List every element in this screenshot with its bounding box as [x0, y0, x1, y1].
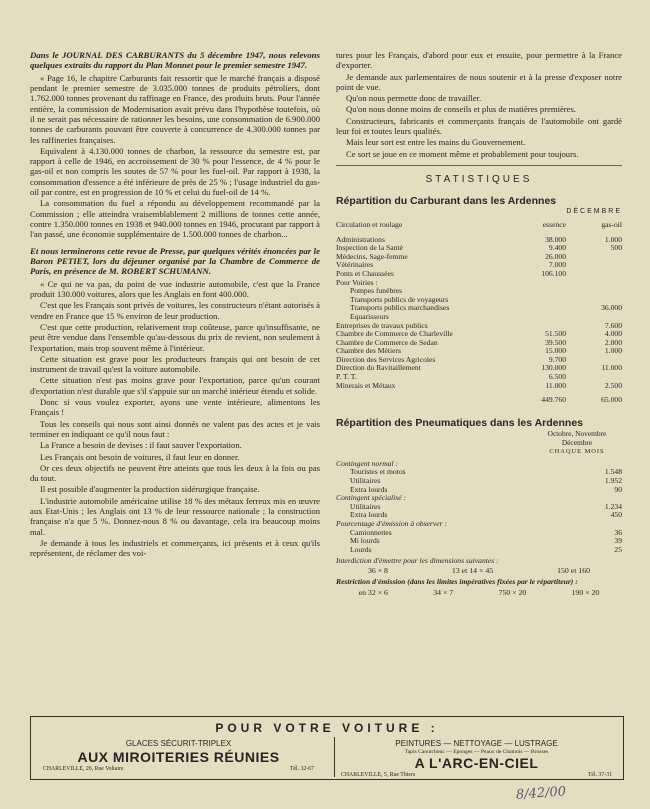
body-paragraph: Constructeurs, fabricants et commerçants français de l'automobile ont gardé leur foi et toutes leurs qualités. — [336, 115, 622, 137]
fuel-row-gasoil — [566, 287, 622, 296]
tyres-row — [336, 537, 622, 546]
fuel-row-label: Vétérinaires — [336, 261, 374, 270]
body-paragraph: Ce sort se joue en ce moment même et probablement pour toujours. — [346, 148, 579, 159]
restriction-dim: 190 × 20 — [571, 588, 600, 598]
fuel-row-essence: 51.500 — [545, 329, 566, 339]
restriction-dim: 34 × 7 — [433, 588, 454, 598]
restriction-label: Restriction d'émission (dans les limites impératives fixées par le répartiteur) : — [336, 577, 578, 587]
body-paragraph: La France a besoin de devises : il faut sauver l'exportation. — [40, 440, 242, 451]
fuel-row-label: Pompes funèbres — [350, 287, 403, 296]
ad-left-address: CHARLEVILLE, 26, Rue Voltaire — [43, 766, 124, 772]
fuel-row-essence: 6.500 — [548, 372, 566, 382]
tyres-row-value: 36 — [614, 527, 622, 537]
interdiction-dim: 13 et 14 × 45 — [451, 566, 494, 576]
intro-paragraph-2: Et nous terminerons cette revue de Presse, par quelques vérités énoncées par le Baron PETIET, lors du déjeuner organisé par la Chambre de Commerce de Paris, en présence de M. ROBERT SCHUMANN. — [30, 245, 320, 277]
tyres-row — [336, 477, 622, 486]
fuel-row-label: Transports publics marchandises — [350, 304, 450, 313]
fuel-row-essence — [514, 287, 566, 296]
tyres-normal-rows — [336, 468, 622, 494]
body-paragraph: « Ce qui ne va pas, du point de vue industrie automobile, c'est que la France produit 130.000 voitures, alors que les Anglais en font 400.000. — [30, 278, 320, 300]
ad-left-phone: Tél. 32-67 — [289, 766, 314, 772]
tyres-normal-title: Contingent normal : — [336, 458, 399, 468]
fuel-row-essence: 9.700 — [548, 354, 566, 364]
fuel-table-row — [336, 373, 622, 382]
fuel-row-essence: 11.000 — [545, 380, 566, 390]
fuel-row-essence: 26.000 — [545, 251, 566, 261]
ad-right-phone: Tél. 37-31 — [587, 772, 612, 778]
fuel-table-row — [336, 261, 622, 270]
tyres-row-label: Lourds — [350, 545, 372, 554]
tyres-col-months: Octobre, Novembre Décembre — [547, 428, 607, 447]
tyres-special-rows — [336, 503, 622, 520]
statistics-heading: STATISTIQUES — [425, 173, 533, 185]
body-paragraph: Mais leur sort est entre les mains du Gouvernement. — [346, 137, 526, 148]
fuel-row-gasoil: 1.000 — [604, 234, 622, 244]
body-paragraph: Cette situation n'est pas moins grave pour l'exportation, parce qu'un courant d'exportation n'est durable que s'il s'appuie sur un marché intérieur étendu et solide. — [30, 375, 320, 396]
fuel-row-label: Inspection de la Santé — [336, 244, 403, 253]
ad-right-subtitle: PEINTURES — NETTOYAGE — LUSTRAGE — [395, 739, 558, 748]
fuel-total-gasoil: 65.000 — [601, 395, 622, 405]
body-paragraph: « Page 16, le chapitre Carburants fait ressortir que le marché français a disposé pendant le premier semestre de 3.035.000 tonnes de produits pétroliers, dont 1.762.000 tonnes provenant du raffinage en France, des produits bruts. Pour l'année entière, la commission de Modernisation avait prévu dans l'hypothèse toutefois, où il ne serait pas nécessaire de rationner les besoins, une consommation de 6.900.000 tonnes de carburants pouvant être couverte à concurrence de 4.300.000 tonnes par les raffineries françaises. — [30, 72, 320, 145]
tyres-col-unit: CHAQUE MOIS — [549, 447, 605, 455]
fuel-table-title: Répartition du Carburant dans les Ardennes — [336, 194, 557, 207]
tyres-table-title: Répartition des Pneumatiques dans les Ardennes — [336, 416, 584, 429]
body-paragraph: Il est possible d'augmenter la production sidérurgique française. — [40, 484, 260, 495]
fuel-row-gasoil: 11.000 — [601, 363, 622, 373]
interdiction-dim: 150 et 160 — [557, 566, 591, 576]
fuel-table-row — [336, 253, 622, 262]
fuel-row-label: P. T. T. — [336, 373, 357, 382]
fuel-row-gasoil: 36.000 — [601, 303, 622, 313]
fuel-table-row — [336, 236, 622, 245]
tyres-row-label: Camionnettes — [350, 528, 392, 537]
fuel-table-row — [336, 304, 622, 313]
fuel-col-essence: essence — [542, 219, 566, 229]
advertisement-right — [334, 737, 618, 777]
ad-left-name: AUX MIROITERIES RÉUNIES — [77, 749, 280, 765]
body-paragraph: Tous les conseils qui nous sont ainsi donnés ne valent pas des actes et je vais terminer en indiquant ce qu'il nous faut : — [30, 418, 320, 439]
fuel-row-essence: 9.400 — [548, 243, 566, 253]
body-paragraph: Qu'on nous permette donc de travailler. — [346, 93, 482, 104]
restriction-dims — [336, 586, 622, 597]
fuel-table-row — [336, 339, 622, 348]
fuel-table-row — [336, 270, 622, 279]
fuel-table-month: DÉCEMBRE — [566, 207, 622, 215]
tyres-special-title: Contingent spécialisé : — [336, 493, 407, 503]
fuel-row-gasoil: 500 — [610, 243, 622, 253]
fuel-row-essence: 38.000 — [545, 234, 566, 244]
body-paragraph: Donc si vous voulez exporter, ayons une vente intérieure, alimentons les Français ! — [30, 397, 320, 418]
interdiction-label: Interdiction d'émettre pour les dimensions suivantes : — [336, 556, 499, 566]
fuel-row-essence: 130.000 — [541, 363, 566, 373]
fuel-row-label: Transports publics de voyageurs — [350, 295, 449, 304]
body-paragraph: Je demande à tous les industriels et commerçants, ici présents et à ceux qu'ils représentent, de réclamer des voi- — [30, 537, 320, 559]
body-paragraph: Je demande aux parlementaires de nous soutenir et à la presse d'exposer notre point de vue. — [336, 71, 622, 92]
fuel-row-label: Equarisseurs — [350, 312, 389, 321]
fuel-row-label: Chambre de Commerce de Charleville — [336, 330, 453, 339]
tyres-row — [336, 503, 622, 512]
fuel-row-gasoil: 7.600 — [604, 320, 622, 330]
fuel-row-essence: 39.500 — [545, 337, 566, 347]
restriction-dim: en 32 × 6 — [358, 588, 388, 598]
advertisement-title: POUR VOTRE VOITURE : — [215, 721, 439, 735]
fuel-row-gasoil — [566, 270, 622, 279]
fuel-row-essence: 106.100 — [541, 268, 566, 278]
tyres-row-label: Utilitaires — [350, 477, 381, 486]
fuel-table-row — [336, 330, 622, 339]
body-paragraph: Equivalent à 4.130.000 tonnes de charbon, la ressource du semestre est, par rapport à celle de 1946, en accroissement de 30 % pour l'essence, de 4 % pour le gas-oil et non compris les soutes de 57 % pour les fuel-oil. Par rapport à 1938, la consommation d'essence a été inférieure de près de 25 % ; l'usage industriel du gas-oil par contre, est en progression de 10 % et celui du fuel-oil de 14 %. — [30, 145, 320, 198]
fuel-col-label: Circulation et roulage — [336, 220, 403, 229]
fuel-row-essence — [514, 279, 566, 288]
interdiction-dims — [336, 565, 622, 577]
fuel-table-total — [336, 390, 622, 405]
ad-left-subtitle: GLACES SÉCURIT-TRIPLEX — [125, 739, 232, 748]
fuel-row-label: Minerais et Métaux — [336, 381, 396, 390]
fuel-row-label: Direction des Services Agricoles — [336, 355, 436, 364]
tyres-row-label: Touristes et motos — [350, 468, 406, 477]
fuel-table-row — [336, 313, 622, 322]
handwritten-note: 8/42/00 — [515, 784, 567, 803]
restriction-dim: 750 × 20 — [498, 588, 527, 598]
fuel-table-header — [336, 221, 622, 236]
fuel-table-row — [336, 364, 622, 373]
interdiction-dim: 36 × 8 — [367, 566, 388, 576]
fuel-table-body — [336, 236, 622, 391]
fuel-row-gasoil: 4.000 — [604, 329, 622, 339]
right-column — [336, 50, 622, 597]
fuel-table-row — [336, 287, 622, 296]
fuel-table-row — [336, 244, 622, 253]
body-paragraph: L'industrie automobile américaine utilise 18 % des métaux ferreux mis en œuvre aux Etat-Unis ; les Anglais ont 13 % de leur ressource nationale ; la construction française n'a que 5 %. Donnez-nous 8 % ou davantage, cela ira beaucoup moins mal. — [30, 495, 320, 537]
ad-right-contact — [335, 772, 618, 778]
ad-right-address: CHARLEVILLE, 5, Rue Thiers — [341, 772, 416, 778]
body-paragraph: C'est que cette production, relativement trop coûteuse, parce qu'insuffisante, ne peut être vendue dans l'ensemble qu'au-dessous du prix de revient, non seulement à l'exportation, mais trop souvent même à l'intérieur. — [30, 321, 320, 353]
fuel-row-essence — [514, 304, 566, 313]
section-divider — [336, 165, 622, 166]
fuel-row-essence: 15.000 — [545, 346, 566, 356]
body-paragraph: C'est que les Français sont privés de voitures, les constructeurs n'étant autorisés à vendre en France que 15 % environ de leur production. — [30, 300, 320, 321]
fuel-row-label: Administrations — [336, 235, 385, 244]
body-paragraph: Qu'on nous donne moins de conseils et plus de matières premières. — [346, 104, 576, 115]
fuel-row-gasoil: 1.000 — [604, 346, 622, 356]
fuel-row-label: Direction du Ravitaillement — [336, 364, 421, 373]
tyres-row-label: Utilitaires — [350, 502, 381, 511]
tyres-emission-title: Pourcentage d'émission à observer : — [336, 519, 448, 528]
fuel-row-gasoil — [566, 279, 622, 288]
fuel-row-label: Ponts et Chaussées — [336, 269, 394, 278]
fuel-row-gasoil — [566, 261, 622, 270]
fuel-row-gasoil — [566, 253, 622, 262]
fuel-table-row — [336, 322, 622, 331]
tyres-row — [336, 529, 622, 538]
body-paragraph: Cette situation est grave pour les producteurs français qui ont besoin de cet instrument de travail qu'est la voiture automobile. — [30, 353, 320, 375]
tyres-row-value: 1.548 — [604, 467, 622, 477]
fuel-row-label: Pour Voiries : — [336, 278, 378, 287]
tyres-row — [336, 468, 622, 477]
tyres-row-label: Extra lourds — [350, 511, 388, 520]
fuel-row-gasoil: 2.000 — [604, 337, 622, 347]
fuel-table — [336, 221, 622, 405]
tyres-row-label: Extra lourds — [350, 485, 388, 494]
fuel-row-essence — [514, 296, 566, 305]
fuel-table-row — [336, 279, 622, 288]
fuel-col-gasoil: gas-oil — [601, 219, 622, 229]
tyres-row-label: Mi lourds — [350, 537, 380, 546]
left-column — [30, 50, 320, 560]
tyres-row-value: 39 — [614, 536, 622, 546]
tyres-table — [336, 429, 622, 555]
ad-right-name: A L'ARC-EN-CIEL — [414, 755, 539, 771]
fuel-table-row — [336, 382, 622, 391]
advertisement-left — [37, 737, 320, 777]
tyres-row-value: 1.234 — [604, 501, 622, 511]
fuel-row-label: Médecins, Sage-femme — [336, 252, 408, 261]
tyres-row-value: 25 — [614, 544, 622, 554]
fuel-row-essence: 7.000 — [548, 260, 566, 270]
fuel-row-label: Chambre des Métiers — [336, 347, 401, 356]
fuel-total-essence: 449.760 — [541, 395, 566, 405]
tyres-row-value: 1.952 — [604, 476, 622, 486]
intro-paragraph: Dans le JOURNAL DES CARBURANTS du 5 décembre 1947, nous relevons quelques extraits du rapport du Plan Monnet pour le premier semestre 1947. — [30, 50, 320, 71]
fuel-row-gasoil: 2.500 — [604, 380, 622, 390]
advertisement-box — [30, 716, 624, 780]
tyres-row-value: 450 — [610, 510, 622, 520]
tyres-table-header — [336, 429, 622, 447]
fuel-table-row — [336, 347, 622, 356]
fuel-row-essence — [514, 313, 566, 322]
fuel-row-label: Chambre de Commerce de Sedan — [336, 338, 438, 347]
tyres-emission-rows — [336, 529, 622, 555]
body-paragraph: tures pour les Français, d'abord pour eux et ensuite, pour permettre à la France d'exporter. — [336, 50, 622, 71]
fuel-table-row — [336, 356, 622, 365]
fuel-table-row — [336, 296, 622, 305]
fuel-row-label: Entreprises de travaux publics — [336, 321, 428, 330]
body-paragraph: Or ces deux objectifs ne peuvent être atteints que tous les deux à la fois ou pas du tout. — [30, 462, 320, 484]
ad-right-products: Tapis Caoutchouc — Eponges — Peaux de Chamois — Brosses — [404, 749, 549, 755]
body-paragraph: Les Français ont besoin de voitures, il faut leur en donner. — [40, 451, 240, 462]
tyres-row — [336, 546, 622, 555]
body-paragraph: La consommation du fuel a répondu au développement recommandé par la Commission ; elle atteindra vraisemblablement 2 millions de tonnes cette année, contre 1.350.000 tonnes en 1938 et 940.000 tonnes en 1946, procurant par rapport à l'an passé, une économie supplémentaire de 1.500.000 tonnes de charbon... — [30, 198, 320, 240]
tyres-row-value: 90 — [614, 484, 622, 494]
ad-left-contact — [37, 766, 320, 772]
